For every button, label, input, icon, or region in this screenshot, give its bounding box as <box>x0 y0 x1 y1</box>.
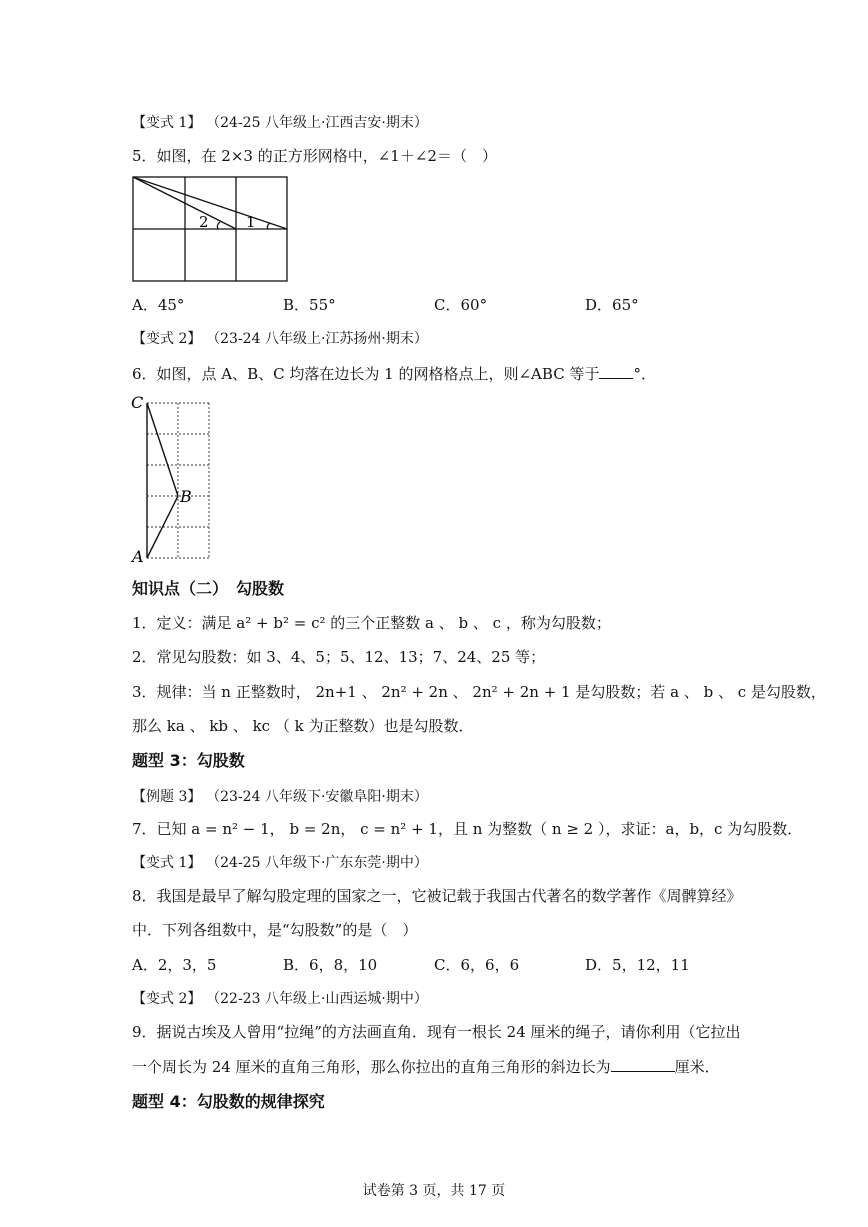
q6-grid-figure <box>128 392 218 564</box>
point-b-label: B <box>180 487 192 506</box>
example-3-header <box>132 786 428 807</box>
knowledge-item-3: 3．规律：当 n 正整数时， 2n+1 、 2n² + 2n 、 2n² + 2n + 1 是勾股数；若 a 、 b 、 c 是勾股数， <box>132 683 826 701</box>
question-8-line-2: 中．下列各组数中，是“勾股数”的是（ ） <box>132 921 418 939</box>
variant-tag: 【变式 2】 <box>132 331 202 347</box>
point-a-label: A <box>132 547 144 564</box>
variant-tag: 【变式 1】 <box>132 855 202 871</box>
q8-option-b: B．6，8，10 <box>283 956 378 974</box>
question-9-text: 一个周长为 24 厘米的直角三角形，那么你拉出的直角三角形的斜边长为 <box>132 1058 611 1076</box>
variant-1-header <box>132 112 428 133</box>
knowledge-item-3-cont: 那么 ka 、 kb 、 kc （ k 为正整数）也是勾股数． <box>132 717 474 735</box>
q5-grid-figure <box>130 175 292 285</box>
q8-option-d: D．5，12，11 <box>585 956 690 974</box>
question-8-line-1: 8．我国是最早了解勾股定理的国家之一，它被记载于我国古代著名的数学著作《周髀算经》 <box>132 887 742 905</box>
question-9-unit: 厘米． <box>674 1058 720 1076</box>
question-9-line-2 <box>132 1057 720 1077</box>
q5-option-d: D．65° <box>585 296 639 314</box>
angle-1-label: 1 <box>246 213 256 231</box>
answer-blank <box>599 364 633 379</box>
knowledge-item-2: 2．常见勾股数：如 3、4、5；5、12、13；7、24、25 等； <box>132 648 546 666</box>
question-6-unit: °． <box>633 365 656 383</box>
knowledge-item-1: 1．定义：满足 a² + b² = c² 的三个正整数 a 、 b 、 c ，称为勾股数； <box>132 614 611 632</box>
source-label: （22-23 八年级上·山西运城·期中） <box>206 991 428 1007</box>
source-label: （23-24 八年级上·江苏扬州·期末） <box>206 331 428 347</box>
q5-option-a: A．45° <box>132 296 185 314</box>
answer-blank <box>611 1057 675 1072</box>
source-label: （23-24 八年级下·安徽阜阳·期末） <box>206 789 428 805</box>
knowledge-point-title: 知识点（二） 勾股数 <box>132 579 285 598</box>
question-9-line-1: 9．据说古埃及人曾用“拉绳”的方法画直角．现有一根长 24 厘米的绳子，请你利用（它拉出 <box>132 1023 741 1041</box>
q5-option-c: C．60° <box>434 296 488 314</box>
example-tag: 【例题 3】 <box>132 789 202 805</box>
type-4-title: 题型 4：勾股数的规律探究 <box>132 1092 325 1111</box>
variant-2-header <box>132 328 428 349</box>
q5-option-b: B．55° <box>283 296 336 314</box>
variant-1-header-b <box>132 852 428 873</box>
q8-option-a: A．2，3，5 <box>132 956 217 974</box>
question-5: 5．如图，在 2×3 的正方形网格中，∠1＋∠2＝（ ） <box>132 147 497 165</box>
page-footer: 试卷第 3 页，共 17 页 <box>362 1183 506 1199</box>
q8-option-c: C．6，6，6 <box>434 956 520 974</box>
variant-2-header-b <box>132 988 428 1009</box>
variant-tag: 【变式 2】 <box>132 991 202 1007</box>
type-3-title: 题型 3：勾股数 <box>132 751 245 770</box>
source-label: （24-25 八年级下·广东东莞·期中） <box>206 855 428 871</box>
question-7: 7．已知 a = n² − 1， b = 2n， c = n² + 1，且 n 为整数（ n ≥ 2 ），求证：a，b，c 为勾股数． <box>132 820 803 838</box>
question-6-text: 6．如图，点 A、B、C 均落在边长为 1 的网格格点上，则∠ABC 等于 <box>132 365 600 383</box>
source-label: （24-25 八年级上·江西吉安·期末） <box>206 115 428 131</box>
point-c-label: C <box>131 393 144 412</box>
question-6 <box>132 364 656 384</box>
variant-tag: 【变式 1】 <box>132 115 202 131</box>
angle-2-label: 2 <box>199 213 209 231</box>
